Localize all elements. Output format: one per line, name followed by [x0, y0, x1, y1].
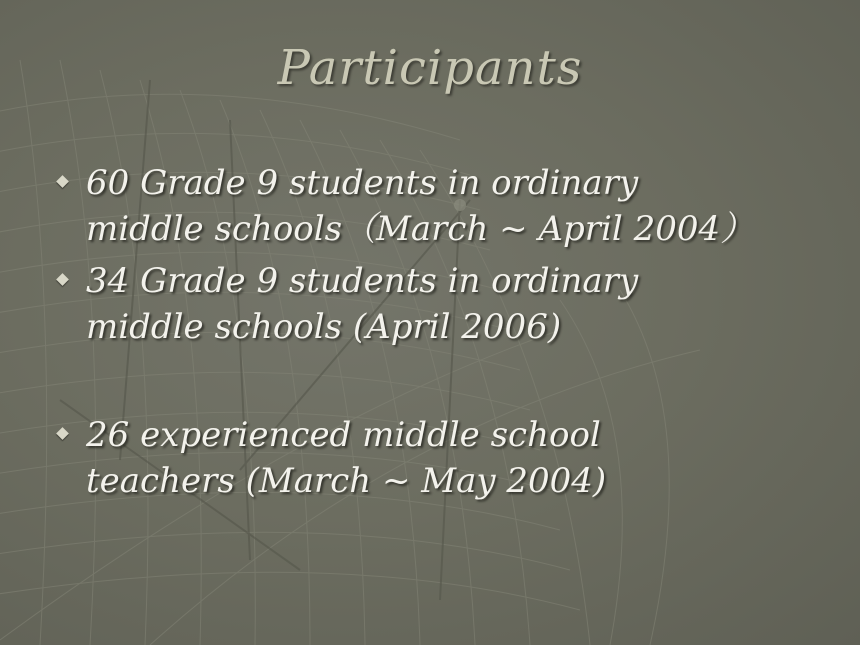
bullet-item-students-2006 [56, 258, 846, 350]
bullet-item-students-2004 [56, 160, 846, 252]
diamond-bullet-icon [56, 175, 69, 188]
bullet-list [56, 160, 846, 504]
bullet-text-line: middle schools（March ~ April 2004） [86, 209, 755, 249]
diamond-bullet-icon [56, 273, 69, 286]
slide-title: Participants [277, 40, 583, 96]
bullet-text-line: 34 Grade 9 students in ordinary [86, 261, 639, 301]
bullet-text-line: 60 Grade 9 students in ordinary [86, 163, 639, 203]
bullet-text-line: middle schools (April 2006) [86, 307, 562, 347]
bullet-item-teachers [56, 412, 846, 504]
bullet-text-line: teachers (March ~ May 2004) [86, 461, 607, 501]
diamond-bullet-icon [56, 427, 69, 440]
bullet-text-line: 26 experienced middle school [86, 415, 601, 455]
